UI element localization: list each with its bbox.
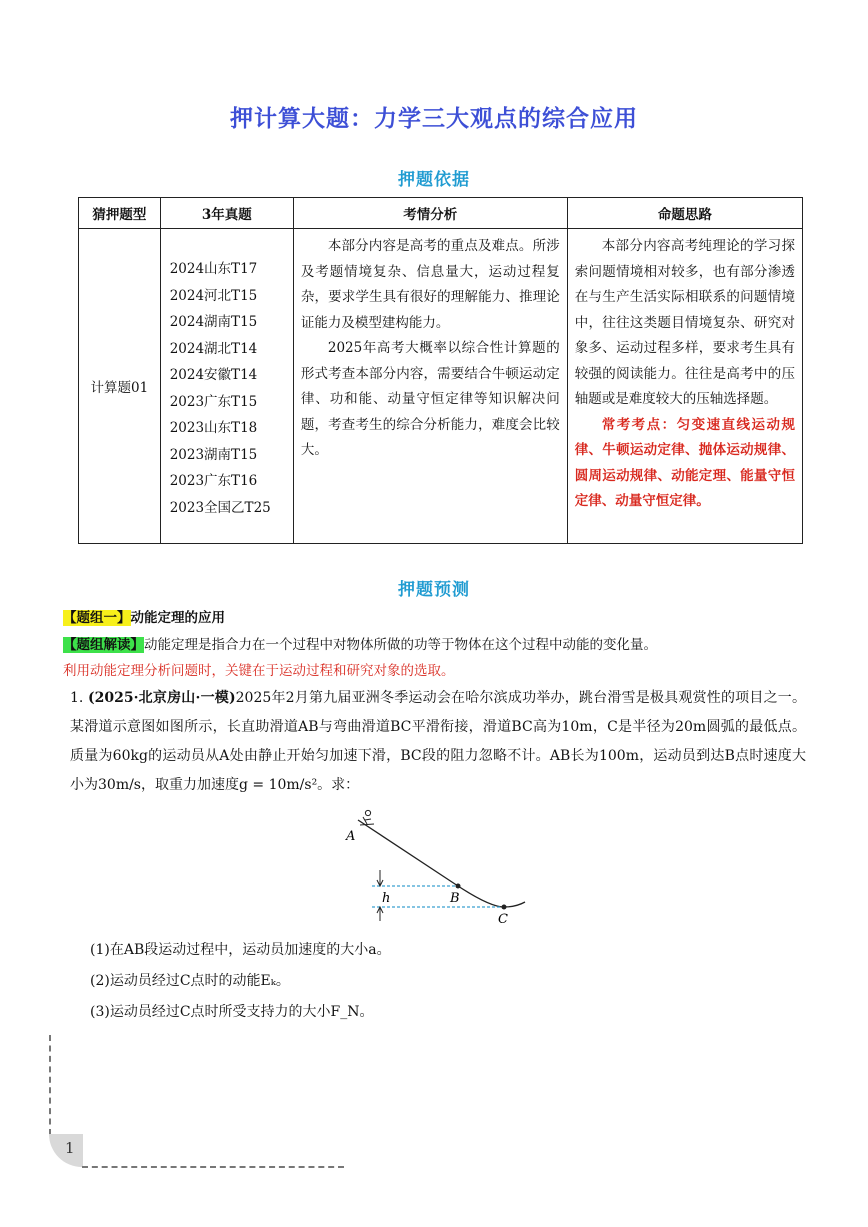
question-type-cell: 计算题01 xyxy=(79,229,161,544)
table-header: 命题思路 xyxy=(567,198,802,229)
key-points-paragraph: 常考考点：匀变速直线运动规律、牛顿运动定律、抛体运动规律、圆周运动规律、动能定理、能量守恒定律、动量守恒定律。 xyxy=(574,416,795,509)
year-item: 2023广东T15 xyxy=(169,393,258,410)
year-item: 2024安徽T14 xyxy=(169,367,258,383)
year-item: 2023广东T16 xyxy=(169,473,258,489)
margin-dashed-line xyxy=(49,1035,51,1135)
analysis-paragraph: 本部分内容是高考的重点及难点。所涉及考题情境复杂、信息量大，运动过程复杂，要求学生具有很好的理解能力、推理论证能力及模型建构能力。 xyxy=(300,238,560,331)
section-heading-prediction: 押题预测 xyxy=(398,580,470,600)
year-item: 2023湖南T15 xyxy=(169,446,258,463)
year-item: 2023全国乙T25 xyxy=(169,499,271,516)
group-label: 【题组一】 xyxy=(63,610,131,626)
problem-source: (2025·北京房山·一模) xyxy=(88,690,236,706)
idea-cell xyxy=(567,229,802,544)
label-b: B xyxy=(450,891,460,906)
page-number: 1 xyxy=(65,1139,75,1157)
point-c xyxy=(502,905,507,910)
table-header: 3年真题 xyxy=(160,198,293,229)
analysis-cell xyxy=(293,229,567,544)
table-header: 猜押题型 xyxy=(79,198,161,229)
idea-paragraph: 本部分内容高考纯理论的学习探索问题情境相对较多，也有部分渗透在与生产生活实际相联系的问题情境中，往往这类题目情境复杂、研究对象多、运动过程多样，要求考生具有较强的阅读能力。往往是高考中的压轴题或是难度较大的压轴选择题。 xyxy=(574,238,795,407)
explain-label: 【题组解读】 xyxy=(63,637,144,653)
red-note: 利用动能定理分析问题时，关键在于运动过程和研究对象的选取。 xyxy=(63,663,455,679)
table-row xyxy=(79,229,803,544)
year-item: 2024山东T17 xyxy=(169,261,258,277)
year-item: 2024河北T15 xyxy=(169,287,258,304)
table-header: 考情分析 xyxy=(293,198,567,229)
problem-text: 2025年2月第九届亚洲冬季运动会在哈尔滨成功举办，跳台滑雪是极具观赏性的项目之一。某滑道示意图如图所示，长直助滑道AB与弯曲滑道BC平滑衔接，滑道BC高为10m，C是半径为20m圆弧的最低点。质量为60kg的运动员从A处由静止开始匀加速下滑，BC段的阻力忽略不计。AB长为100m，运动员到达B点时速度大小为30m/s，取重力加速度g = 10m/s²。求： xyxy=(70,690,806,793)
basis-table xyxy=(78,197,803,544)
problem-number: 1. xyxy=(70,690,84,706)
year-item: 2024湖南T15 xyxy=(169,314,258,330)
table-header-row xyxy=(79,198,803,229)
year-item: 2023山东T18 xyxy=(169,420,258,436)
footer-dashed-line xyxy=(82,1166,344,1168)
question-1: (1)在AB段运动过程中，运动员加速度的大小a。 xyxy=(90,942,391,958)
page-title: 押计算大题：力学三大观点的综合应用 xyxy=(230,106,638,132)
problem-1 xyxy=(70,684,806,800)
group-title: 动能定理的应用 xyxy=(130,610,225,626)
label-a: A xyxy=(346,829,356,844)
group-heading xyxy=(63,606,225,626)
question-3: (3)运动员经过C点时所受支持力的大小F_N。 xyxy=(90,1004,374,1020)
point-b xyxy=(456,884,461,889)
question-2: (2)运动员经过C点时的动能Eₖ。 xyxy=(90,973,290,989)
slope-diagram xyxy=(330,800,540,930)
years-cell xyxy=(160,229,293,544)
section-heading-basis: 押题依据 xyxy=(398,170,470,190)
label-h: h xyxy=(382,891,391,906)
group-explanation xyxy=(63,633,657,653)
year-item: 2024湖北T14 xyxy=(169,340,258,357)
analysis-paragraph: 2025年高考大概率以综合性计算题的形式考查本部分内容，需要结合牛顿运动定律、功和能、动量守恒定律等知识解决问题，考查考生的综合分析能力，难度会比较大。 xyxy=(300,340,560,458)
explain-text: 动能定理是指合力在一个过程中对物体所做的功等于物体在这个过程中动能的变化量。 xyxy=(144,637,657,653)
label-c: C xyxy=(498,912,508,927)
